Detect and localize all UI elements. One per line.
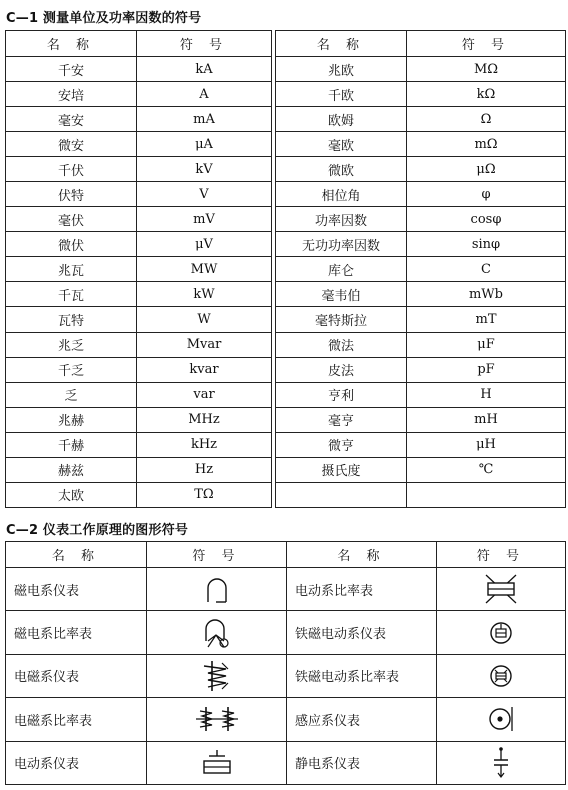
instrument-name-cell: 电磁系比率表: [6, 698, 147, 741]
unit-name-cell: 千安: [6, 57, 137, 82]
table-row: [6, 207, 566, 232]
unit-name-cell: 毫特斯拉: [276, 307, 407, 332]
unit-name-cell: 毫欧: [276, 132, 407, 157]
symbols-table-header: [6, 542, 566, 568]
unit-name-cell: 毫安: [6, 107, 137, 132]
unit-symbol-cell: mH: [407, 407, 566, 432]
instrument-name-cell: 铁磁电动系仪表: [287, 611, 437, 654]
unit-name-cell: 摄氏度: [276, 457, 407, 482]
unit-name-cell: 相位角: [276, 182, 407, 207]
unit-symbol-cell: var: [137, 382, 272, 407]
ferrodynamic-ratio-icon: [437, 663, 565, 689]
unit-name-cell: 安培: [6, 82, 137, 107]
unit-symbol-cell: mA: [137, 107, 272, 132]
unit-name-cell: 无功功率因数: [276, 232, 407, 257]
table-row: [6, 482, 566, 507]
unit-symbol-cell: V: [137, 182, 272, 207]
unit-name-cell: 毫亨: [276, 407, 407, 432]
instrument-symbol-cell: [147, 611, 287, 654]
unit-symbol-cell: MHz: [137, 407, 272, 432]
instrument-symbol-cell: [147, 568, 287, 611]
unit-name-cell: 兆赫: [6, 407, 137, 432]
header-name-left: 名 称: [6, 542, 147, 568]
table-row: [6, 257, 566, 282]
unit-name-cell: 兆瓦: [6, 257, 137, 282]
instrument-symbol-cell: [437, 698, 566, 741]
unit-symbol-cell: H: [407, 382, 566, 407]
unit-symbol-cell: W: [137, 307, 272, 332]
ferrodynamic-icon: [437, 620, 565, 646]
header-symbol-right: 符 号: [437, 542, 566, 568]
electrostatic-icon: [437, 746, 565, 780]
table-row: [6, 107, 566, 132]
unit-symbol-cell: kvar: [137, 357, 272, 382]
header-symbol-right: 符 号: [407, 31, 566, 57]
unit-name-cell: 太欧: [6, 482, 137, 507]
unit-name-cell: 乏: [6, 382, 137, 407]
table-row: [6, 432, 566, 457]
table-row: [6, 157, 566, 182]
table-row: [6, 698, 566, 741]
unit-name-cell: 千乏: [6, 357, 137, 382]
table-row: [6, 132, 566, 157]
instrument-symbol-cell: [437, 568, 566, 611]
unit-symbol-cell: mT: [407, 307, 566, 332]
instrument-name-cell: 磁电系仪表: [6, 568, 147, 611]
unit-symbol-cell: cosφ: [407, 207, 566, 232]
table-row: [6, 568, 566, 611]
unit-symbol-cell: φ: [407, 182, 566, 207]
instrument-symbols-table: [5, 541, 566, 785]
instrument-name-cell: 电动系仪表: [6, 741, 147, 784]
unit-symbol-cell: kA: [137, 57, 272, 82]
unit-symbol-cell: MΩ: [407, 57, 566, 82]
instrument-name-cell: 磁电系比率表: [6, 611, 147, 654]
unit-symbol-cell: A: [137, 82, 272, 107]
unit-name-cell: [276, 482, 407, 507]
unit-name-cell: 伏特: [6, 182, 137, 207]
unit-symbol-cell: kW: [137, 282, 272, 307]
table-row: [6, 611, 566, 654]
unit-symbol-cell: μF: [407, 332, 566, 357]
table-row: [6, 232, 566, 257]
unit-symbol-cell: TΩ: [137, 482, 272, 507]
unit-symbol-cell: μH: [407, 432, 566, 457]
instrument-symbol-cell: [437, 741, 566, 784]
unit-symbol-cell: pF: [407, 357, 566, 382]
unit-symbol-cell: kΩ: [407, 82, 566, 107]
unit-name-cell: 微欧: [276, 157, 407, 182]
unit-name-cell: 兆乏: [6, 332, 137, 357]
electrodynamic-ratio-icon: [437, 572, 565, 606]
unit-symbol-cell: Ω: [407, 107, 566, 132]
unit-symbol-cell: μA: [137, 132, 272, 157]
instrument-name-cell: 静电系仪表: [287, 741, 437, 784]
moving-coil-icon: [147, 574, 286, 604]
unit-name-cell: 千欧: [276, 82, 407, 107]
unit-symbol-cell: mV: [137, 207, 272, 232]
table-row: [6, 57, 566, 82]
unit-name-cell: 功率因数: [276, 207, 407, 232]
unit-symbol-cell: μΩ: [407, 157, 566, 182]
unit-name-cell: 瓦特: [6, 307, 137, 332]
induction-icon: [437, 705, 565, 733]
unit-name-cell: 微伏: [6, 232, 137, 257]
instrument-symbol-cell: [147, 741, 287, 784]
table-row: [6, 182, 566, 207]
unit-symbol-cell: kV: [137, 157, 272, 182]
unit-name-cell: 千瓦: [6, 282, 137, 307]
table-row: [6, 282, 566, 307]
table-row: [6, 382, 566, 407]
unit-name-cell: 千伏: [6, 157, 137, 182]
unit-name-cell: 库仑: [276, 257, 407, 282]
header-name-right: 名 称: [287, 542, 437, 568]
moving-iron-ratio-icon: [147, 703, 286, 735]
unit-symbol-cell: MW: [137, 257, 272, 282]
table-row: [6, 357, 566, 382]
unit-name-cell: 微亨: [276, 432, 407, 457]
header-symbol-left: 符 号: [147, 542, 287, 568]
unit-name-cell: 毫伏: [6, 207, 137, 232]
unit-symbol-cell: Mvar: [137, 332, 272, 357]
unit-name-cell: 兆欧: [276, 57, 407, 82]
unit-name-cell: 赫兹: [6, 457, 137, 482]
header-name-left: 名 称: [6, 31, 137, 57]
moving-coil-ratio-icon: [147, 617, 286, 649]
table-row: [6, 332, 566, 357]
unit-symbol-cell: [407, 482, 566, 507]
unit-symbol-cell: μV: [137, 232, 272, 257]
table-row: [6, 307, 566, 332]
instrument-symbol-cell: [437, 611, 566, 654]
table-row: [6, 654, 566, 697]
unit-symbol-cell: kHz: [137, 432, 272, 457]
header-symbol-left: 符 号: [137, 31, 272, 57]
unit-name-cell: 亨利: [276, 382, 407, 407]
table-row: [6, 82, 566, 107]
instrument-symbol-cell: [147, 698, 287, 741]
header-name-right: 名 称: [276, 31, 407, 57]
instrument-name-cell: 感应系仪表: [287, 698, 437, 741]
table-row: [6, 407, 566, 432]
unit-name-cell: 毫韦伯: [276, 282, 407, 307]
instrument-symbol-cell: [437, 654, 566, 697]
unit-symbol-cell: mWb: [407, 282, 566, 307]
table-row: [6, 741, 566, 784]
instrument-name-cell: 电动系比率表: [287, 568, 437, 611]
unit-name-cell: 欧姆: [276, 107, 407, 132]
moving-iron-icon: [147, 659, 286, 693]
units-table: [5, 30, 566, 508]
unit-symbol-cell: mΩ: [407, 132, 566, 157]
instrument-name-cell: 电磁系仪表: [6, 654, 147, 697]
table-row: [6, 457, 566, 482]
unit-symbol-cell: ℃: [407, 457, 566, 482]
unit-symbol-cell: sinφ: [407, 232, 566, 257]
section1-title: C—1 测量单位及功率因数的符号: [6, 11, 202, 26]
unit-name-cell: 皮法: [276, 357, 407, 382]
unit-symbol-cell: Hz: [137, 457, 272, 482]
unit-symbol-cell: C: [407, 257, 566, 282]
unit-name-cell: 微法: [276, 332, 407, 357]
instrument-name-cell: 铁磁电动系比率表: [287, 654, 437, 697]
unit-name-cell: 千赫: [6, 432, 137, 457]
unit-name-cell: 微安: [6, 132, 137, 157]
units-table-header: [6, 31, 566, 57]
electrodynamic-icon: [147, 748, 286, 778]
instrument-symbol-cell: [147, 654, 287, 697]
section2-title: C—2 仪表工作原理的图形符号: [6, 523, 189, 538]
